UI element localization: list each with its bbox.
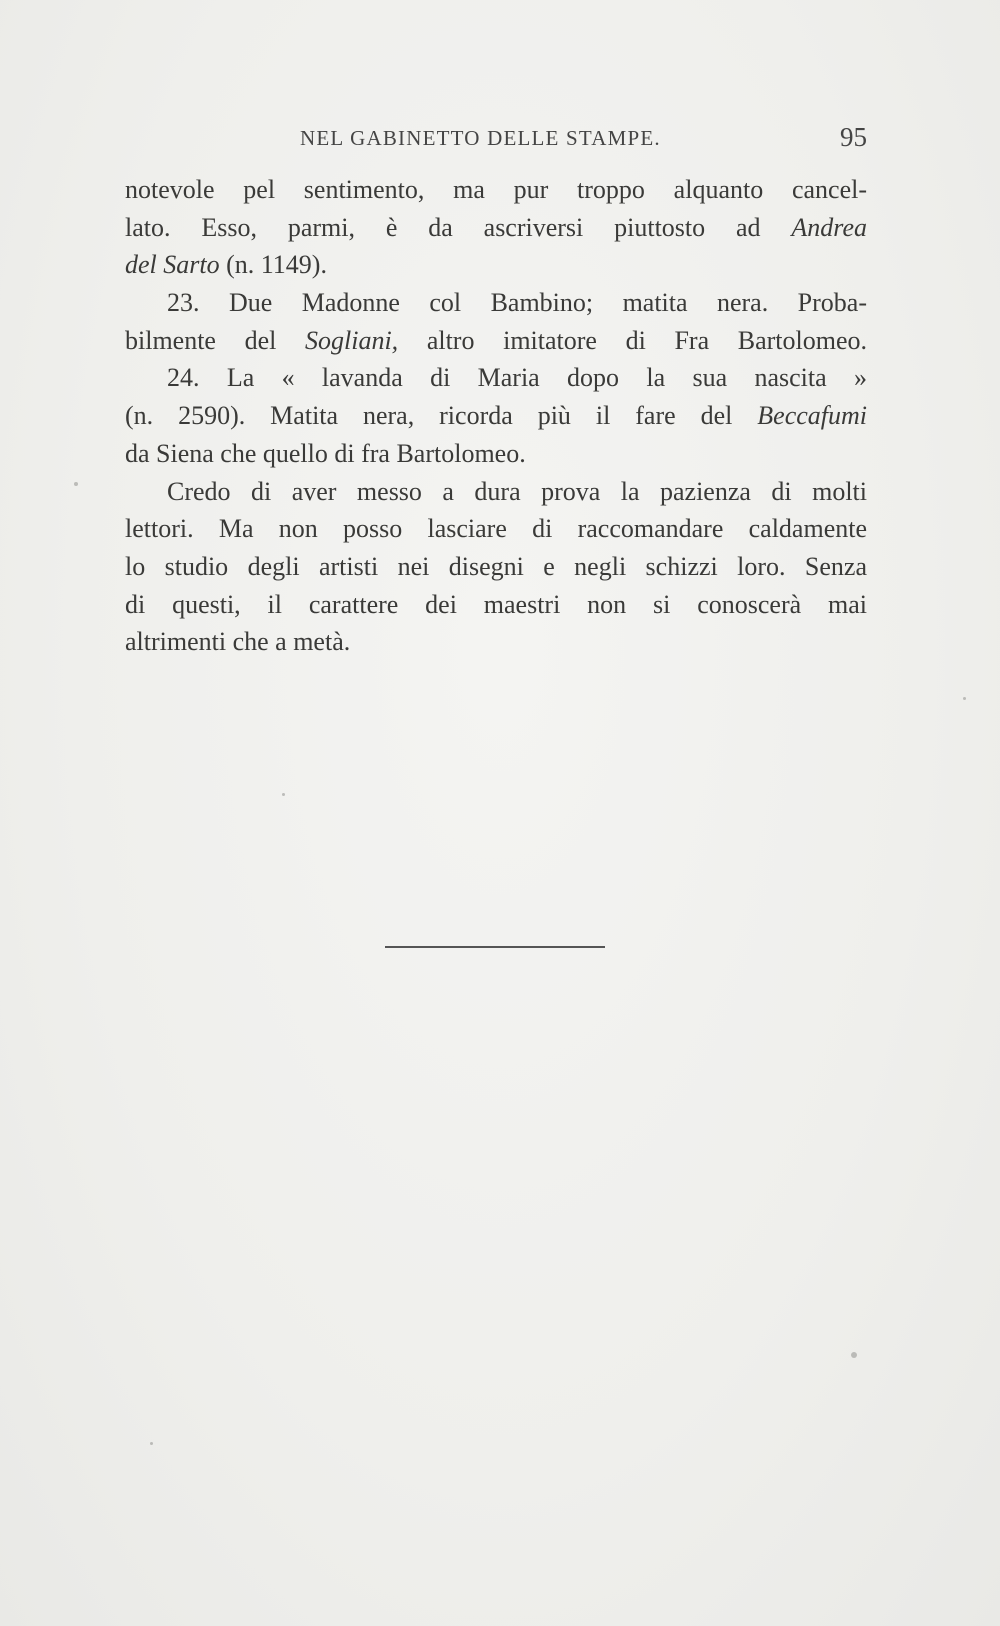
text-line: di questi, il carattere dei maestri non si conoscerà mai bbox=[125, 589, 867, 619]
text-line: (n. 2590). Matita nera, ricorda più il fare del Beccafumi bbox=[125, 401, 867, 431]
paper-speck bbox=[74, 482, 78, 486]
text-line: notevole pel sentimento, ma pur troppo alquanto cancel- bbox=[125, 175, 867, 204]
text-line: bilmente del Sogliani, altro imitatore di Fra Bartolomeo. bbox=[125, 325, 867, 355]
text-line: da Siena che quello di fra Bartolomeo. bbox=[125, 438, 526, 468]
page-number: 95 bbox=[840, 122, 867, 152]
text-line: 23. Due Madonne col Bambino; matita nera. Proba- bbox=[167, 288, 867, 318]
paper-speck bbox=[851, 1352, 857, 1358]
paper-speck bbox=[282, 793, 285, 796]
text-line: lo studio degli artisti nei disegni e negli schizzi loro. Senza bbox=[125, 551, 867, 581]
artist-name: del Sarto bbox=[125, 250, 220, 280]
text-line: lettori. Ma non posso lasciare di raccomandare caldamente bbox=[125, 514, 867, 544]
running-title: NEL GABINETTO DELLE STAMPE. bbox=[300, 126, 661, 150]
body-text bbox=[125, 171, 867, 661]
paper-speck bbox=[963, 697, 966, 700]
text-line: lato. Esso, parmi, è da ascriversi piuttosto ad Andrea bbox=[125, 212, 867, 242]
text-line: altrimenti che a metà. bbox=[125, 627, 351, 657]
text-line: Credo di aver messo a dura prova la pazienza di molti bbox=[167, 476, 867, 506]
text-line: del Sarto (n. 1149). bbox=[125, 250, 327, 280]
artist-name: Sogliani, bbox=[305, 325, 399, 355]
artist-name: Andrea bbox=[791, 212, 867, 242]
page-header bbox=[125, 122, 867, 156]
end-rule bbox=[385, 946, 605, 948]
paper-speck bbox=[150, 1442, 153, 1445]
artist-name: Beccafumi bbox=[757, 401, 867, 431]
text-line: 24. La « lavanda di Maria dopo la sua nascita » bbox=[167, 363, 867, 393]
